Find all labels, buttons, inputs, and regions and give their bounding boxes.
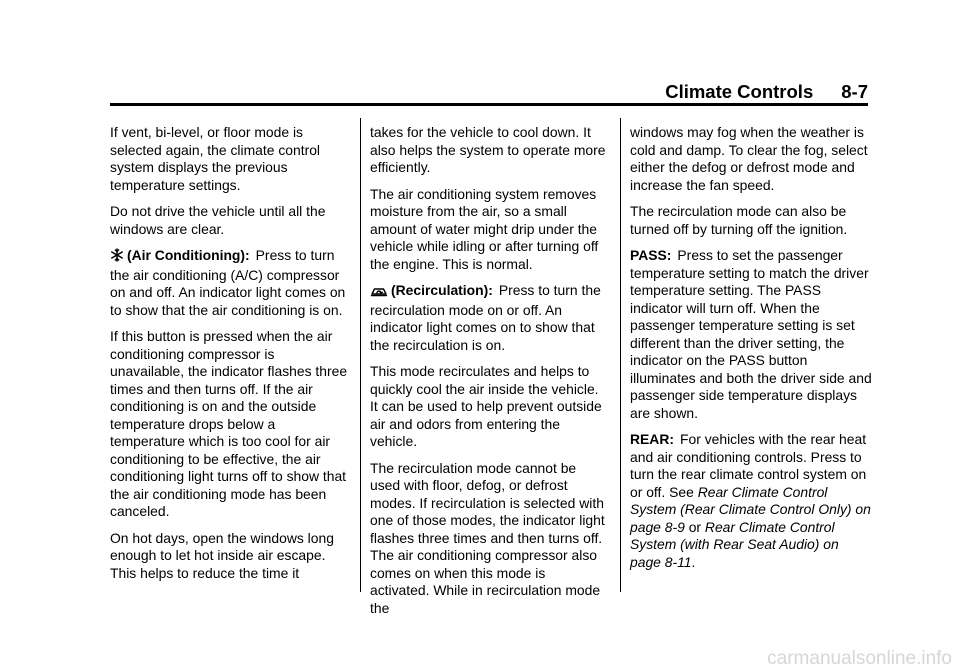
page-reference-link[interactable]: Rear Climate Control System (Rear Climate Control Only) on page 8-9 — [630, 483, 871, 535]
text-column-3 — [630, 124, 872, 580]
paragraph: The recirculation mode cannot be used with floor, defog, or defrost modes. If recirculation is selected with one of those modes, the indicator light flashes three times and then turns off. The air conditioning compressor also comes on when this mode is activated. While in recirculation mode the — [370, 459, 605, 616]
section-title: Climate Controls — [665, 81, 814, 102]
paragraph-rear — [630, 431, 872, 571]
paragraph: Do not drive the vehicle until all the windows are clear. — [110, 203, 326, 237]
paragraph: On hot days, open the windows long enough to let hot inside air escape. This helps to reduce the time it — [110, 529, 334, 581]
column-divider — [620, 118, 621, 592]
term-rear: REAR: — [630, 431, 674, 447]
paragraph-body: For vehicles with the rear heat and air conditioning controls. Press to turn the rear climate control system on or off. See — [630, 431, 867, 500]
sentence-end: . — [691, 553, 696, 570]
paragraph-recirculation — [370, 282, 608, 354]
paragraph-body: Press to turn the recirculation mode on or off. An indicator light comes on to show that the recirculation is on. — [370, 282, 601, 353]
term-pass: PASS: — [630, 247, 672, 263]
page-header — [110, 80, 868, 104]
text-column-2 — [370, 124, 608, 626]
paragraph: This mode recirculates and helps to quickly cool the air inside the vehicle. It can be used to help prevent outside air and odors from entering the vehicle. — [370, 363, 602, 449]
term-recirculation: (Recirculation): — [391, 282, 493, 298]
recirculation-icon — [370, 283, 388, 302]
paragraph-air-conditioning — [110, 247, 352, 319]
snowflake-icon — [110, 248, 124, 267]
paragraph-pass — [630, 247, 872, 422]
watermark: carmanualsonline.info — [767, 648, 952, 669]
text-column-1 — [110, 124, 352, 591]
paragraph: The air conditioning system removes moisture from the air, so a small amount of water might drip under the vehicle while idling or after turning off the engine. This is normal. — [370, 185, 599, 272]
paragraph: takes for the vehicle to cool down. It also helps the system to operate more efficiently. — [370, 124, 606, 175]
paragraph: windows may fog when the weather is cold and damp. To clear the fog, select either the defog or defrost mode and increase the fan speed. — [630, 124, 868, 193]
header-rule — [110, 103, 868, 106]
paragraph-body: Press to turn the air conditioning (A/C) compressor on and off. An indicator light comes on to show that the air conditioning is on. — [110, 247, 346, 318]
term-air-conditioning: (Air Conditioning): — [127, 247, 250, 263]
paragraph: The recirculation mode can also be turned off by turning off the ignition. — [630, 203, 848, 237]
paragraph: If this button is pressed when the air conditioning compressor is unavailable, the indicator flashes three times and then turns off. If the air conditioning is on and the outside temperature drops below a temperature which is too cool for air conditioning to be effective, the air conditioning light turns off to show that the air conditioning mode has been canceled. — [110, 328, 348, 519]
page-reference-link[interactable]: Rear Climate Control System (with Rear Seat Audio) on page 8-11 — [630, 518, 839, 570]
page-number: 8-7 — [841, 81, 868, 102]
conjunction: or — [688, 518, 702, 535]
column-divider — [360, 118, 361, 592]
paragraph: If vent, bi-level, or floor mode is selected again, the climate control system displays the previous temperature settings. — [110, 124, 321, 193]
paragraph-body: Press to set the passenger temperature setting to match the driver temperature setting. The PASS indicator will turn off. When the passenger temperature setting is set different than the driver setting, the indicator on the PASS button illuminates and both the driver side and passenger side temperature displays are shown. — [630, 247, 872, 421]
